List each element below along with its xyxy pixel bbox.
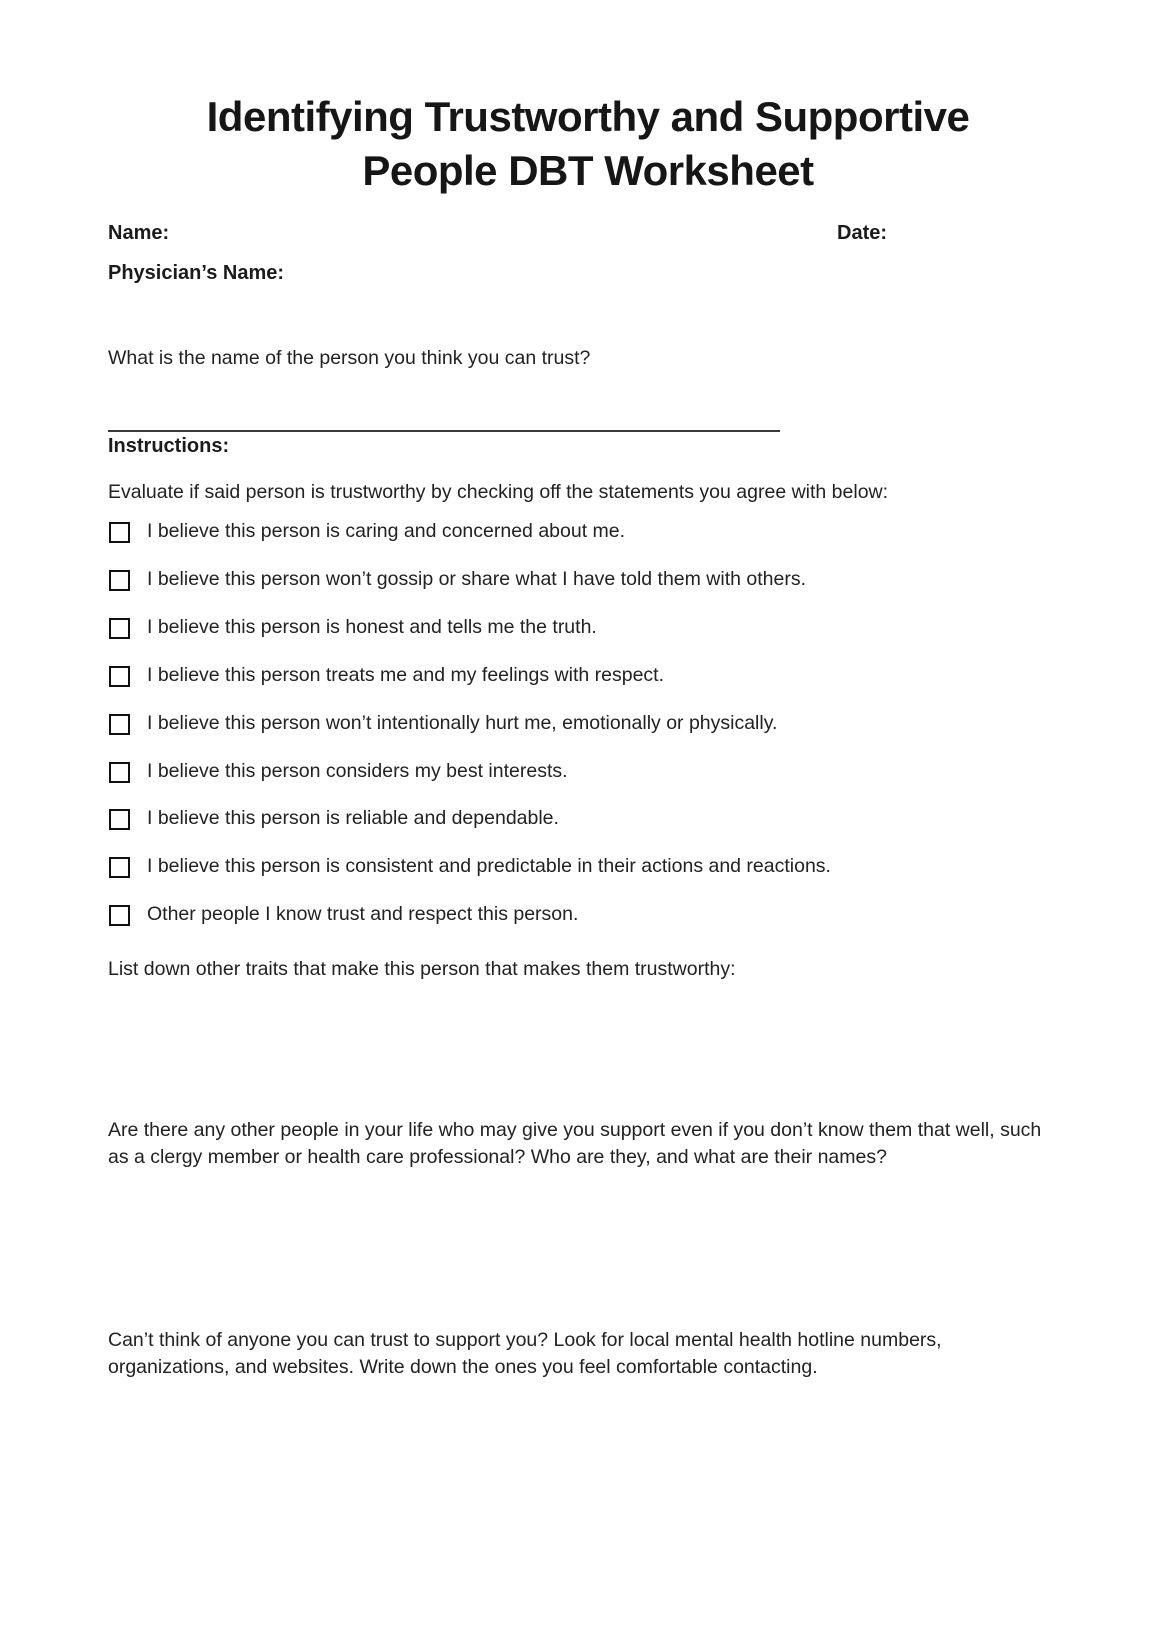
checklist-item-label: I believe this person is reliable and dependable. [147, 807, 559, 829]
checklist-item [109, 664, 664, 687]
checklist-item [109, 520, 625, 543]
checklist-item-label: I believe this person considers my best interests. [147, 760, 568, 782]
page-title [0, 90, 1176, 198]
physician-name-label: Physician’s Name: [108, 262, 285, 284]
checkbox[interactable] [109, 522, 130, 543]
checklist-item [109, 616, 597, 639]
checkbox[interactable] [109, 857, 130, 878]
checklist-item [109, 712, 777, 735]
checkbox[interactable] [109, 714, 130, 735]
checklist-item-label: I believe this person won’t intentionally hurt me, emotionally or physically. [147, 712, 778, 734]
page-title-line1: Identifying Trustworthy and Supportive [206, 93, 970, 140]
checklist-item-label: I believe this person is caring and concerned about me. [147, 520, 626, 542]
checklist-item [109, 903, 578, 926]
checkbox[interactable] [109, 905, 130, 926]
trust-question: What is the name of the person you think you can trust? [108, 347, 591, 369]
checklist-item-label: I believe this person treats me and my feelings with respect. [147, 664, 664, 686]
instructions-heading: Instructions: [108, 435, 230, 457]
checkbox[interactable] [109, 666, 130, 687]
name-label: Name: [108, 222, 170, 244]
checklist-item-label: I believe this person won’t gossip or share what I have told them with others. [147, 568, 807, 590]
checklist-item [109, 807, 559, 830]
cant-think-prompt: Can’t think of anyone you can trust to support you? Look for local mental health hotline numbers, organizations, and websites. Write down the ones you feel comfortable contacting. [108, 1329, 942, 1378]
checkbox[interactable] [109, 809, 130, 830]
instructions-intro: Evaluate if said person is trustworthy by checking off the statements you agree with below: [108, 481, 889, 503]
checklist-item [109, 855, 831, 878]
checklist-item-label: I believe this person is honest and tells me the truth. [147, 616, 597, 638]
answer-blank-line[interactable] [108, 416, 780, 432]
list-traits-prompt: List down other traits that make this person that makes them trustworthy: [108, 958, 736, 980]
date-label: Date: [837, 222, 888, 244]
checkbox[interactable] [109, 570, 130, 591]
checkbox[interactable] [109, 762, 130, 783]
page-title-line2: People DBT Worksheet [362, 147, 814, 194]
checklist-item [109, 760, 568, 783]
checklist-item [109, 568, 806, 591]
checklist-item-label: I believe this person is consistent and predictable in their actions and reactions. [147, 855, 831, 877]
checkbox[interactable] [109, 618, 130, 639]
other-people-prompt: Are there any other people in your life who may give you support even if you don’t know them that well, such as a clergy member or health care professional? Who are they, and what are their names? [108, 1119, 1042, 1168]
checklist-item-label: Other people I know trust and respect this person. [147, 903, 579, 925]
